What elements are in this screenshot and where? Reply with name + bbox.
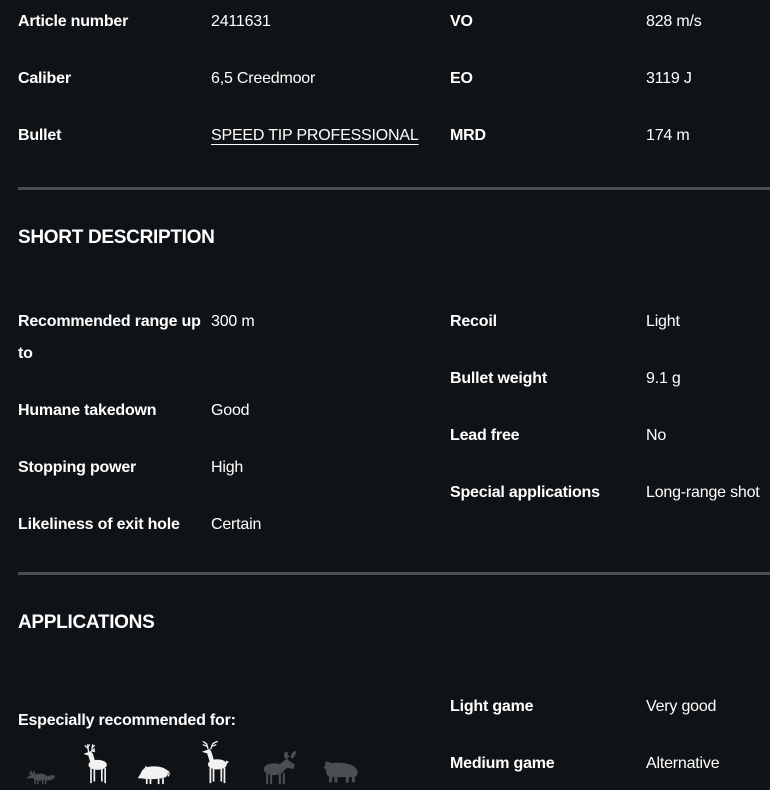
row-special-applications (450, 477, 770, 509)
recommended-for-label: Especially recommended for: (18, 712, 236, 729)
spec-row-bullet (18, 126, 450, 183)
animal-icon-row (18, 739, 450, 785)
row-light-game (450, 691, 770, 723)
row-lead-free (450, 420, 770, 452)
spec-row-mrd (450, 126, 770, 183)
description-right-column (450, 306, 770, 566)
lead-free-label: Lead free (450, 427, 520, 444)
recoil-value: Light (646, 313, 680, 330)
mrd-value: 174 m (646, 127, 690, 144)
stopping-power-value: High (211, 459, 244, 476)
row-recommended-range (18, 306, 450, 370)
row-exit-hole (18, 509, 450, 541)
recommended-range-label: Recommended range up to (18, 313, 201, 362)
e0-label: EO (450, 70, 473, 87)
short-description-table (18, 306, 770, 566)
roe-deer-icon (81, 743, 111, 785)
applications-content (18, 635, 770, 790)
lead-free-value: No (646, 427, 667, 444)
special-applications-label: Special applications (450, 484, 600, 501)
exit-hole-label: Likeliness of exit hole (18, 516, 180, 533)
wild-boar-icon (137, 761, 171, 785)
recoil-label: Recoil (450, 313, 497, 330)
medium-game-label: Medium game (450, 755, 555, 772)
light-game-label: Light game (450, 698, 534, 715)
description-left-column (18, 306, 450, 566)
fox-icon (25, 765, 55, 785)
stopping-power-label: Stopping power (18, 459, 137, 476)
moose-icon (259, 747, 297, 785)
specs-left-column (18, 12, 450, 183)
bullet-weight-label: Bullet weight (450, 370, 547, 387)
specs-table (18, 0, 770, 183)
article-number-label: Article number (18, 13, 129, 30)
special-applications-value: Long-range shot (646, 484, 760, 501)
v0-label: VO (450, 13, 473, 30)
mrd-label: MRD (450, 127, 486, 144)
spec-row-v0 (450, 12, 770, 69)
article-number-value: 2411631 (211, 13, 271, 30)
applications-heading: APPLICATIONS (18, 612, 155, 633)
row-bullet-weight (450, 363, 770, 395)
caliber-label: Caliber (18, 70, 71, 87)
spec-row-caliber (18, 69, 450, 126)
humane-takedown-label: Humane takedown (18, 402, 157, 419)
row-stopping-power (18, 452, 450, 484)
section-divider (18, 187, 770, 190)
v0-value: 828 m/s (646, 13, 702, 30)
bear-icon (323, 757, 361, 785)
light-game-value: Very good (646, 698, 717, 715)
humane-takedown-value: Good (211, 402, 250, 419)
row-humane-takedown (18, 395, 450, 427)
e0-value: 3119 J (646, 70, 692, 87)
row-recoil (450, 306, 770, 338)
bullet-type-link[interactable]: SPEED TIP PROFESSIONAL (211, 127, 419, 144)
bullet-weight-value: 9.1 g (646, 370, 681, 387)
bullet-label: Bullet (18, 127, 62, 144)
exit-hole-value: Certain (211, 516, 262, 533)
spec-row-article-number (18, 12, 450, 69)
spec-row-e0 (450, 69, 770, 126)
specs-right-column (450, 12, 770, 183)
red-deer-icon (197, 739, 233, 785)
row-medium-game (450, 748, 770, 780)
section-divider (18, 572, 770, 575)
short-description-heading: SHORT DESCRIPTION (18, 227, 215, 248)
caliber-value: 6,5 Creedmoor (211, 70, 316, 87)
recommended-for-block (18, 635, 450, 790)
recommended-range-value: 300 m (211, 313, 255, 330)
game-rating-column (450, 635, 770, 790)
medium-game-value: Alternative (646, 755, 720, 772)
